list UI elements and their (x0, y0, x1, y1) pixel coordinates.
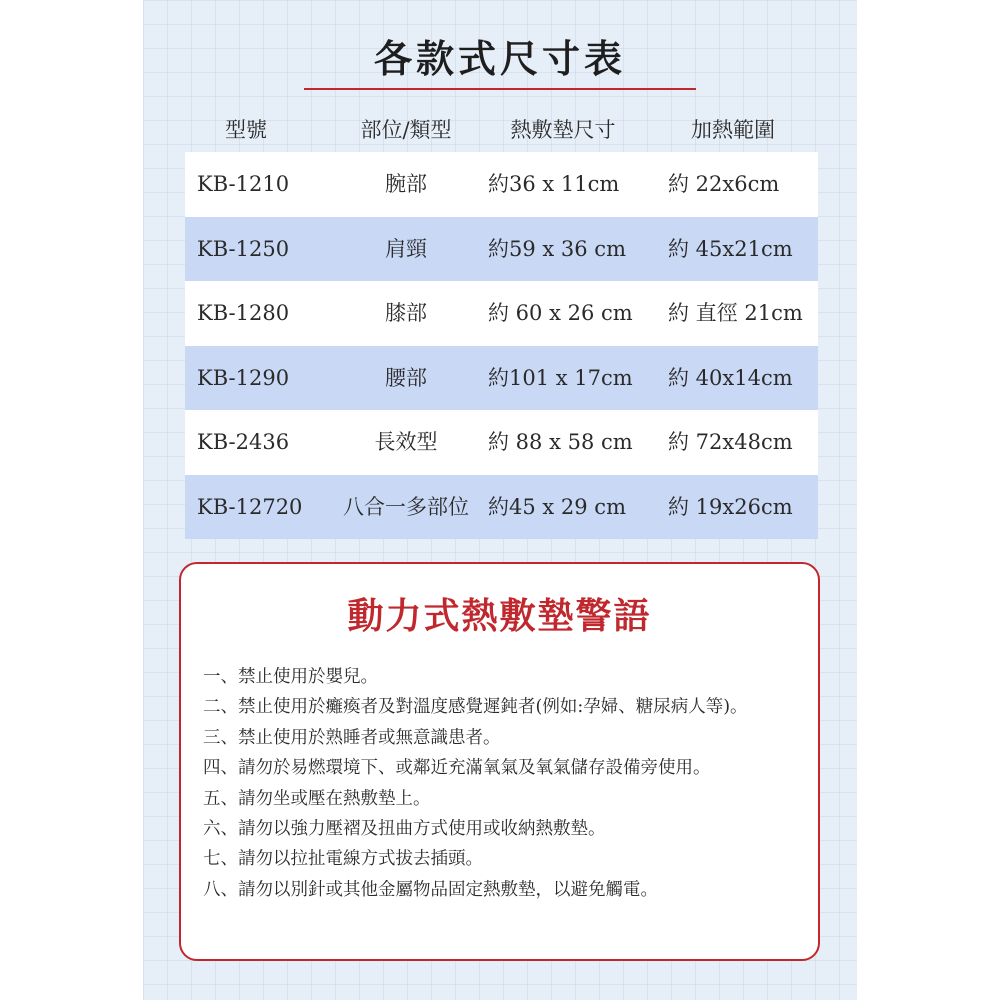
cell-heat-area: 約 72x48cm (668, 430, 793, 454)
cell-heat-area: 約 19x26cm (668, 494, 793, 519)
warning-title: 動力式熱敷墊警語 (347, 595, 652, 637)
cell-size: 約45 x 29 cm (488, 494, 626, 519)
cell-part: 膝部 (385, 301, 427, 325)
header-heat-area: 加熱範圍 (691, 118, 775, 142)
page-title: 各款式尺寸表 (373, 36, 626, 81)
table-row (185, 346, 818, 411)
warning-item: 一、禁止使用於嬰兒。 (203, 667, 378, 687)
title-underline (304, 88, 696, 90)
cell-heat-area: 約 45x21cm (668, 236, 793, 261)
cell-size: 約101 x 17cm (488, 365, 633, 390)
cell-size: 約59 x 36 cm (488, 236, 626, 261)
warning-item: 六、請勿以強力壓褶及扭曲方式使用或收納熱敷墊。 (203, 819, 606, 840)
warning-item: 七、請勿以拉扯電線方式拔去插頭。 (203, 849, 483, 870)
cell-part: 腕部 (385, 172, 427, 196)
cell-part: 長效型 (374, 430, 438, 454)
cell-part: 腰部 (385, 365, 427, 390)
cell-model: KB-12720 (197, 494, 303, 519)
cell-model: KB-2436 (197, 430, 290, 454)
cell-size: 約 88 x 58 cm (488, 430, 633, 454)
cell-model: KB-1250 (197, 236, 290, 261)
cell-size: 約 60 x 26 cm (488, 301, 633, 325)
header-part: 部位/類型 (360, 118, 452, 142)
cell-part: 八合一多部位 (343, 494, 469, 519)
header-model: 型號 (225, 118, 267, 142)
cell-part: 肩頸 (385, 236, 427, 261)
cell-heat-area: 約 22x6cm (668, 172, 780, 196)
cell-model: KB-1280 (197, 301, 290, 325)
warning-item: 四、請勿於易燃環境下、或鄰近充滿氧氣及氧氣儲存設備旁使用。 (203, 758, 711, 779)
table-row (185, 152, 818, 217)
warning-list (203, 662, 748, 905)
table-row (185, 475, 818, 540)
cell-model: KB-1290 (197, 365, 290, 390)
size-table (185, 152, 818, 539)
warning-box (179, 562, 820, 961)
warning-item: 三、禁止使用於熟睡者或無意識患者。 (203, 727, 501, 748)
table-row (185, 281, 818, 346)
table-row (185, 217, 818, 282)
warning-item: 五、請勿坐或壓在熱敷墊上。 (203, 788, 431, 809)
header-size: 熱敷墊尺寸 (510, 118, 616, 142)
table-row (185, 410, 818, 475)
warning-item: 八、請勿以別針或其他金屬物品固定熱敷墊，以避免觸電。 (203, 879, 658, 900)
cell-heat-area: 約 直徑 21cm (668, 301, 803, 325)
cell-size: 約36 x 11cm (488, 172, 620, 196)
warning-item: 二、禁止使用於癱瘓者及對溫度感覺遲鈍者(例如:孕婦、糖尿病人等)。 (203, 697, 748, 718)
cell-model: KB-1210 (197, 172, 290, 196)
cell-heat-area: 約 40x14cm (668, 365, 793, 390)
